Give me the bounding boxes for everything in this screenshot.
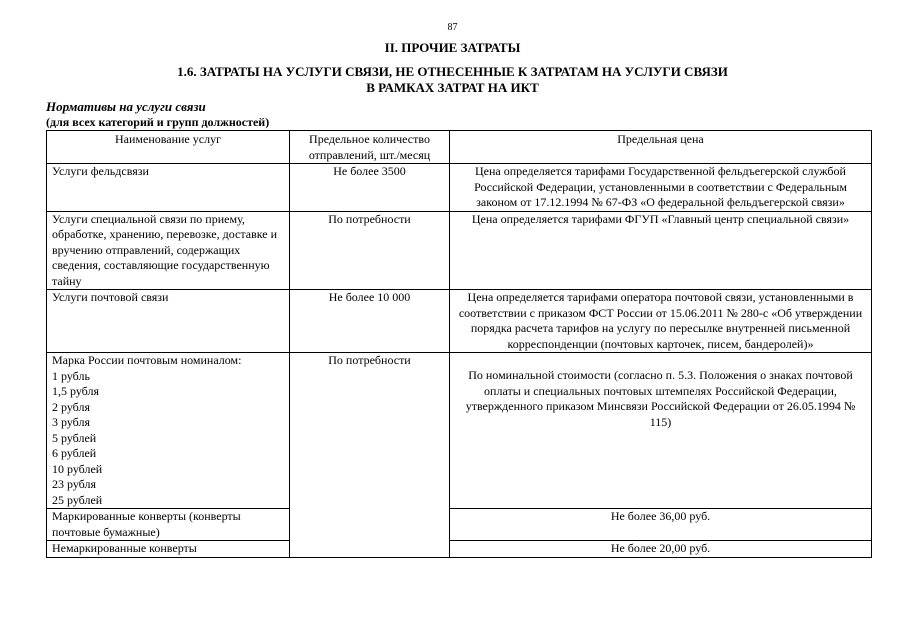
row-price: Не более 36,00 руб. bbox=[450, 509, 872, 541]
subsection-heading-line1: 1.6. ЗАТРАТЫ НА УСЛУГИ СВЯЗИ, НЕ ОТНЕСЕННЫЕ К ЗАТРАТАМ НА УСЛУГИ СВЯЗИ bbox=[177, 64, 728, 79]
row-price: Цена определяется тарифами Государственной фельдъегерской службой Российской Федерации, установленными в соответствии с Федеральным законом от 17.12.1994 № 67-ФЗ «О федеральной фельдъегерской связи» bbox=[450, 164, 872, 212]
row-quantity: Не более 3500 bbox=[290, 164, 450, 212]
header-quantity: Предельное количество отправлений, шт./месяц bbox=[290, 131, 450, 164]
row-service-name: Немаркированные конверты bbox=[47, 541, 290, 558]
row-price: Цена определяется тарифами ФГУП «Главный центр специальной связи» bbox=[450, 211, 872, 290]
header-price: Предельная цена bbox=[450, 131, 872, 164]
table-row-stamps bbox=[47, 353, 872, 509]
row-price: Не более 20,00 руб. bbox=[450, 541, 872, 558]
stamp-denomination: 6 рублей bbox=[52, 446, 97, 460]
norms-table bbox=[46, 130, 872, 558]
row-service-name-stamps bbox=[47, 353, 290, 509]
row-quantity: Не более 10 000 bbox=[290, 290, 450, 353]
section-heading: II. ПРОЧИЕ ЗАТРАТЫ bbox=[384, 40, 521, 55]
stamp-denomination: 2 рубля bbox=[52, 399, 90, 414]
row-quantity-stamps: По потребности bbox=[290, 353, 450, 558]
table-header-row bbox=[47, 131, 872, 164]
row-price: Цена определяется тарифами оператора почтовой связи, установленными в соответствии с приказом ФСТ России от 15.06.2011 № 280-с «Об утверждении порядка расчета тарифов на услугу по пересылке внутренней письменной корреспонденции (почтовых карточек, писем, бандеролей)» bbox=[450, 290, 872, 353]
stamp-denomination: 1,5 рубля bbox=[52, 384, 99, 398]
row-service-name: Маркированные конверты (конверты почтовые бумажные) bbox=[47, 509, 290, 541]
table-row-envelopes-unmarked bbox=[47, 541, 872, 558]
stamp-denomination: 5 рублей bbox=[52, 430, 97, 445]
table-row bbox=[47, 164, 872, 212]
stamp-denomination: 25 рублей bbox=[52, 492, 103, 507]
row-service-name: Услуги почтовой связи bbox=[47, 290, 290, 353]
table-row-envelopes-marked bbox=[47, 509, 872, 541]
row-price-stamps: По номинальной стоимости (согласно п. 5.3. Положения о знаках почтовой оплаты и специальных почтовых штемпелях Российской Федерации, утвержденного приказом Минсвязи Российской Федерации от 26.05.1994 № 115) bbox=[450, 353, 872, 509]
row-service-name: Услуги фельдсвязи bbox=[47, 164, 290, 212]
stamp-denomination: 23 рубля bbox=[52, 477, 96, 491]
table-row bbox=[47, 211, 872, 290]
row-quantity: По потребности bbox=[290, 211, 450, 290]
subsection-heading-line2: В РАМКАХ ЗАТРАТ НА ИКТ bbox=[366, 80, 539, 95]
header-service-name: Наименование услуг bbox=[47, 131, 290, 164]
stamp-denomination: 10 рублей bbox=[52, 461, 103, 476]
stamp-denomination: 1 рубль bbox=[52, 368, 90, 383]
page-number: 87 bbox=[447, 22, 458, 33]
stamp-denomination: 3 рубля bbox=[52, 415, 90, 429]
stamps-title: Марка России почтовым номиналом: bbox=[52, 353, 242, 367]
row-service-name: Услуги специальной связи по приему, обработке, хранению, перевозке, доставке и вручению отправлений, содержащих сведения, составляющие государственную тайну bbox=[47, 211, 290, 290]
table-row bbox=[47, 290, 872, 353]
table-subnote: (для всех категорий и групп должностей) bbox=[46, 115, 270, 129]
table-subtitle: Нормативы на услуги связи bbox=[46, 99, 206, 114]
